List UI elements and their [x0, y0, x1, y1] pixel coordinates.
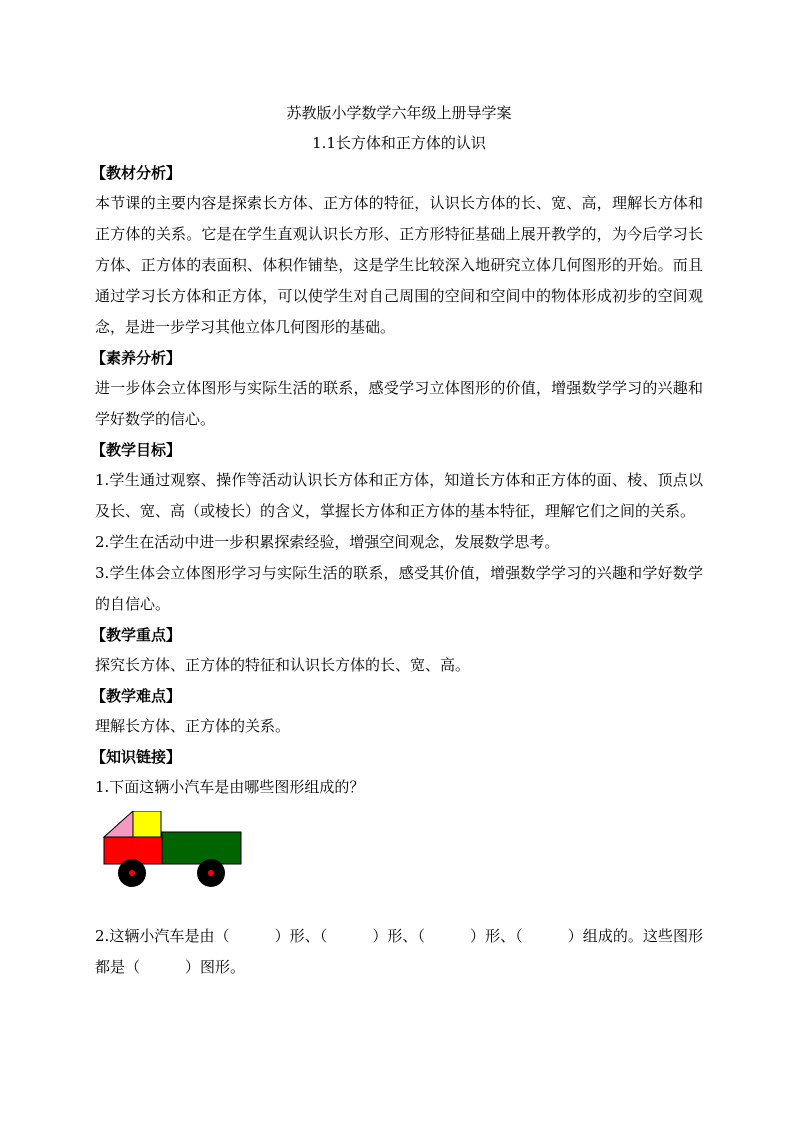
goal-item-2: 2.学生在活动中进一步积累探索经验，增强空间观念，发展数学思考。: [95, 533, 560, 551]
toy-truck-figure: [101, 811, 246, 891]
goal-item-1: 1.学生通过观察、操作等活动认识长方体和正方体，知道长方体和正方体的面、棱、顶点以及长、宽、高（或棱长）的含义，掌握长方体和正方体的基本特征，理解它们之间的关系。: [95, 471, 703, 520]
question-2: 2.这辆小汽车是由（ ）形、（ ）形、（ ）形、（ ）组成的。这些图形都是（ ）图形。: [95, 927, 703, 976]
literacy-text: 进一步体会立体图形与实际生活的联系，感受学习立体图形的价值，增强数学学习的兴趣和学好数学的信心。: [95, 379, 703, 428]
toy-truck-svg: [101, 811, 246, 891]
document-page: [91, 98, 703, 983]
green-rectangle-shape: [162, 832, 241, 864]
heading-key-points: 【教学重点】: [91, 626, 182, 644]
triangle-shape: [104, 811, 133, 837]
hub-left: [129, 870, 135, 876]
heading-difficulties: 【教学难点】: [91, 687, 182, 705]
heading-analysis: 【教材分析】: [91, 164, 182, 182]
analysis-text: 本节课的主要内容是探索长方体、正方体的特征，认识长方体的长、宽、高，理解长方体和正方体的关系。它是在学生直观认识长方形、正方形特征基础上展开教学的，为今后学习长方体、正方体的表面积、体积作铺垫，这是学生比较深入地研究立体几何图形的开始。而且通过学习长方体和正方体，可以使学生对自己周围的空间和空间中的物体形成初步的空间观念，是进一步学习其他立体几何图形的基础。: [95, 194, 703, 336]
heading-goals: 【教学目标】: [91, 441, 182, 459]
heading-literacy: 【素养分析】: [91, 349, 182, 367]
key-points-text: 探究长方体、正方体的特征和认识长方体的长、宽、高。: [95, 656, 471, 674]
lesson-title: 1.1长方体和正方体的认识: [312, 134, 486, 152]
goal-item-3: 3.学生体会立体图形学习与实际生活的联系，感受其价值，增强数学学习的兴趣和学好数学的自信心。: [95, 564, 703, 613]
question-1: 1.下面这辆小汽车是由哪些图形组成的？: [95, 778, 365, 796]
document-title: 苏教版小学数学六年级上册导学案: [286, 104, 512, 122]
yellow-square-shape: [133, 811, 161, 837]
heading-links: 【知识链接】: [91, 748, 182, 766]
hub-right: [208, 870, 214, 876]
difficulties-text: 理解长方体、正方体的关系。: [95, 717, 291, 735]
